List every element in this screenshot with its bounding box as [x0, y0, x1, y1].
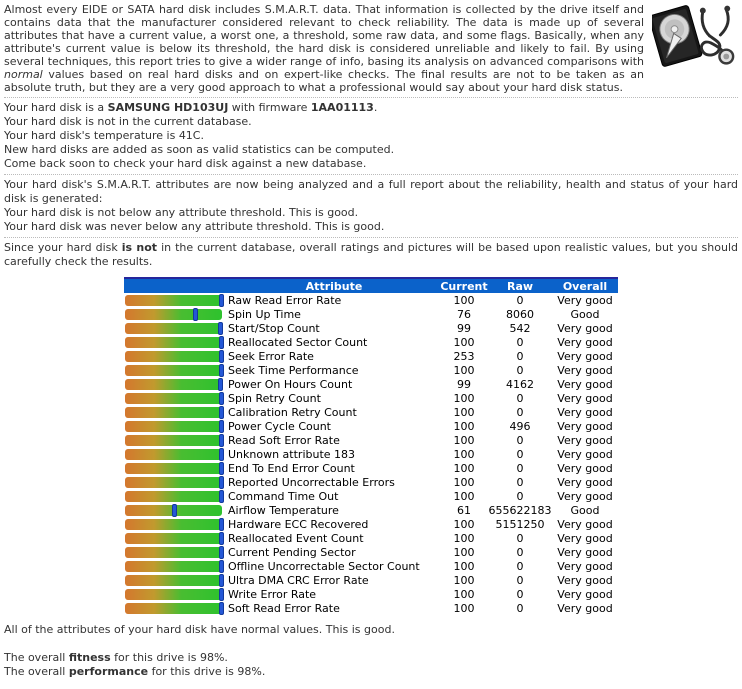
current-value-cell: 100 [453, 601, 475, 615]
attribute-name-cell: Read Soft Error Rate [228, 433, 340, 447]
current-value-cell: 99 [457, 321, 471, 335]
current-value-cell: 100 [453, 573, 475, 587]
bar-cell [124, 461, 228, 475]
bar-cell [124, 587, 228, 601]
attribute-bar-marker [219, 420, 224, 433]
new-disks-line: New hard disks are added as soon as valid statistics can be computed. [4, 143, 395, 156]
attribute-health-bar [125, 603, 222, 614]
current-value-cell: 100 [453, 559, 475, 573]
attribute-health-bar [125, 491, 222, 502]
table-row [124, 461, 618, 475]
disk-model: SAMSUNG HD103UJ [107, 101, 229, 114]
raw-value-cell: 0 [516, 475, 524, 489]
raw-value-cell: 0 [516, 363, 524, 377]
attribute-health-bar [125, 351, 222, 362]
table-row [124, 517, 618, 531]
attribute-health-bar [125, 533, 222, 544]
fitness-pre: The overall [4, 651, 69, 664]
table-row [124, 587, 618, 601]
fitness-word: fitness [68, 651, 111, 664]
current-value-cell: 61 [457, 503, 471, 517]
intro-italic-word: normal [4, 68, 43, 81]
attribute-name-cell: Spin Retry Count [228, 391, 321, 405]
attribute-bar-marker [219, 588, 224, 601]
raw-value-cell: 0 [516, 601, 524, 615]
attribute-column-header: Attribute [228, 278, 440, 293]
attribute-health-bar [125, 505, 222, 516]
raw-value-cell: 0 [516, 335, 524, 349]
attribute-bar-marker [219, 574, 224, 587]
current-value-cell: 100 [453, 447, 475, 461]
bar-cell [124, 601, 228, 615]
performance-post: for this drive is 98%. [148, 665, 266, 678]
bar-cell [124, 517, 228, 531]
overall-rating-cell: Very good [557, 517, 613, 531]
table-row [124, 475, 618, 489]
attribute-name-cell: Calibration Retry Count [228, 405, 357, 419]
disk-model-line-mid: with firmware [228, 101, 311, 114]
raw-value-cell: 0 [516, 573, 524, 587]
attribute-name-cell: Command Time Out [228, 489, 339, 503]
attribute-bar-marker [219, 336, 224, 349]
table-row [124, 503, 618, 517]
database-note-post: in the current database, overall ratings and pictures will be based upon realistic values, but you should carefully check the results. [4, 241, 738, 268]
table-row [124, 601, 618, 615]
performance-word: performance [68, 665, 149, 678]
overall-rating-cell: Very good [557, 377, 613, 391]
raw-value-cell: 0 [516, 433, 524, 447]
attribute-health-bar [125, 337, 222, 348]
dotted-separator [4, 97, 738, 98]
attribute-bar-marker [172, 504, 177, 517]
come-back-line: Come back soon to check your hard disk against a new database. [4, 157, 367, 170]
attribute-health-bar [125, 379, 222, 390]
overall-rating-cell: Very good [557, 293, 613, 307]
attribute-name-cell: Current Pending Sector [228, 545, 356, 559]
overall-rating-cell: Very good [557, 349, 613, 363]
current-value-cell: 100 [453, 335, 475, 349]
fitness-post: for this drive is 98%. [110, 651, 228, 664]
overall-column-header: Overall [552, 278, 618, 293]
attribute-name-cell: Soft Read Error Rate [228, 601, 340, 615]
bar-cell [124, 307, 228, 321]
current-value-cell: 253 [453, 349, 475, 363]
attribute-health-bar [125, 519, 222, 530]
performance-line [4, 665, 738, 679]
table-row [124, 293, 618, 307]
disk-model-line-pre: Your hard disk is a [4, 101, 108, 114]
raw-value-cell: 496 [509, 419, 531, 433]
attribute-bar-marker [219, 406, 224, 419]
smart-table-header [124, 278, 618, 293]
intro-text-end: values based on real hard disks and on expert-like checks. The final results are not to be taken as an absolute truth, but they are a very good approach to what a professional would say about your hard disk status. [4, 68, 644, 94]
intro-paragraph [4, 3, 738, 94]
overall-rating-cell: Very good [557, 587, 613, 601]
current-value-cell: 76 [457, 307, 471, 321]
attribute-health-bar [125, 463, 222, 474]
bar-cell [124, 349, 228, 363]
overall-rating-cell: Very good [557, 447, 613, 461]
raw-value-cell: 655622183 [488, 503, 552, 517]
bar-cell [124, 293, 228, 307]
table-row [124, 489, 618, 503]
attribute-bar-marker [219, 532, 224, 545]
smart-attributes-table [124, 277, 618, 615]
performance-pre: The overall [4, 665, 69, 678]
attribute-health-bar [125, 295, 222, 306]
attribute-bar-marker [219, 476, 224, 489]
attribute-bar-marker [219, 448, 224, 461]
attribute-bar-marker [219, 490, 224, 503]
raw-value-cell: 0 [516, 447, 524, 461]
attribute-health-bar [125, 421, 222, 432]
attribute-name-cell: Power Cycle Count [228, 419, 331, 433]
attribute-name-cell: Unknown attribute 183 [228, 447, 356, 461]
attribute-health-bar [125, 393, 222, 404]
bar-cell [124, 531, 228, 545]
overall-rating-cell: Very good [557, 573, 613, 587]
attribute-health-bar [125, 365, 222, 376]
attribute-health-bar [125, 449, 222, 460]
intro-text: Almost every EIDE or SATA hard disk includes S.M.A.R.T. data. That information is collected by the drive itself and contains data that the manufacturer considered relevant to check reliability. The data is made up of several attributes that have a current value, a worst one, a threshold, some raw data, and some flags. Basically, when any attribute's current value is below its threshold, the hard disk is considered unreliable and likely to fail. By using several techniques, this report tries to give a wider range of info, basing its analysis on advanced comparisons with [4, 3, 644, 68]
overall-rating-cell: Very good [557, 363, 613, 377]
attribute-health-bar [125, 323, 222, 334]
smart-table-body [124, 293, 618, 615]
current-value-cell: 100 [453, 363, 475, 377]
table-row [124, 349, 618, 363]
raw-value-cell: 542 [509, 321, 531, 335]
bar-cell [124, 573, 228, 587]
table-row [124, 545, 618, 559]
overall-rating-cell: Very good [557, 335, 613, 349]
current-value-cell: 100 [453, 489, 475, 503]
attribute-name-cell: Seek Time Performance [228, 363, 359, 377]
bar-cell [124, 475, 228, 489]
current-value-cell: 100 [453, 545, 475, 559]
attribute-health-bar [125, 547, 222, 558]
attribute-name-cell: Ultra DMA CRC Error Rate [228, 573, 369, 587]
attribute-name-cell: Power On Hours Count [228, 377, 353, 391]
bar-cell [124, 447, 228, 461]
current-value-cell: 100 [453, 461, 475, 475]
table-row [124, 531, 618, 545]
raw-value-cell: 4162 [506, 377, 534, 391]
attribute-bar-marker [219, 546, 224, 559]
dotted-separator [4, 174, 738, 175]
attribute-bar-marker [218, 322, 223, 335]
raw-value-cell: 0 [516, 293, 524, 307]
attribute-bar-marker [219, 350, 224, 363]
raw-value-cell: 0 [516, 489, 524, 503]
current-value-cell: 100 [453, 419, 475, 433]
raw-value-cell: 5151250 [495, 517, 545, 531]
attribute-health-bar [125, 407, 222, 418]
attribute-bar-marker [218, 378, 223, 391]
current-value-cell: 100 [453, 433, 475, 447]
table-row [124, 321, 618, 335]
attribute-health-bar [125, 477, 222, 488]
threshold-status-line: Your hard disk is not below any attribute threshold. This is good. [4, 206, 359, 219]
overall-rating-cell: Very good [557, 489, 613, 503]
disk-firmware: 1AA01113 [310, 101, 374, 114]
attribute-bar-marker [219, 392, 224, 405]
bar-cell [124, 545, 228, 559]
current-column-header: Current [440, 279, 488, 293]
database-status-line: Your hard disk is not in the current database. [4, 115, 252, 128]
attribute-name-cell: End To End Error Count [228, 461, 355, 475]
attribute-name-cell: Seek Error Rate [228, 349, 314, 363]
raw-value-cell: 0 [516, 587, 524, 601]
analysis-block [4, 178, 738, 234]
bar-cell [124, 489, 228, 503]
attribute-name-cell: Hardware ECC Recovered [228, 517, 369, 531]
table-row [124, 405, 618, 419]
raw-column-header: Raw [488, 278, 552, 293]
attribute-bar-marker [219, 294, 224, 307]
table-row [124, 559, 618, 573]
normal-values-line: All of the attributes of your hard disk have normal values. This is good. [4, 623, 395, 636]
overall-rating-cell: Very good [557, 545, 613, 559]
overall-rating-cell: Very good [557, 461, 613, 475]
overall-rating-cell: Very good [557, 419, 613, 433]
attribute-name-cell: Raw Read Error Rate [228, 293, 342, 307]
current-value-cell: 100 [453, 475, 475, 489]
current-value-cell: 100 [453, 587, 475, 601]
table-row [124, 363, 618, 377]
database-note-bold: is not [121, 241, 158, 254]
fitness-line [4, 651, 738, 665]
attribute-name-cell: Spin Up Time [228, 307, 301, 321]
attribute-health-bar [125, 435, 222, 446]
bar-cell [124, 321, 228, 335]
overall-rating-cell: Very good [557, 475, 613, 489]
raw-value-cell: 0 [516, 559, 524, 573]
attribute-name-cell: Reallocated Sector Count [228, 335, 368, 349]
bar-cell [124, 405, 228, 419]
bar-column-header [124, 278, 228, 293]
table-row [124, 433, 618, 447]
current-value-cell: 99 [457, 377, 471, 391]
bar-cell [124, 503, 228, 517]
current-value-cell: 100 [453, 531, 475, 545]
current-value-cell: 100 [453, 391, 475, 405]
raw-value-cell: 0 [516, 349, 524, 363]
raw-value-cell: 0 [516, 531, 524, 545]
overall-rating-cell: Very good [557, 433, 613, 447]
overall-rating-cell: Good [570, 503, 600, 517]
attribute-bar-marker [219, 602, 224, 615]
database-note-line [4, 241, 738, 269]
attribute-bar-marker [219, 462, 224, 475]
current-value-cell: 100 [453, 517, 475, 531]
attribute-bar-marker [219, 518, 224, 531]
disk-info-block [4, 101, 738, 171]
attribute-bar-marker [193, 308, 198, 321]
raw-value-cell: 0 [516, 461, 524, 475]
database-note-pre: Since your hard disk [4, 241, 122, 254]
overall-rating-cell: Very good [557, 321, 613, 335]
raw-value-cell: 0 [516, 405, 524, 419]
raw-value-cell: 8060 [506, 307, 534, 321]
overall-rating-cell: Very good [557, 531, 613, 545]
table-row [124, 391, 618, 405]
table-row [124, 447, 618, 461]
table-row [124, 419, 618, 433]
attribute-health-bar [125, 589, 222, 600]
raw-value-cell: 0 [516, 545, 524, 559]
overall-rating-cell: Good [570, 307, 600, 321]
attribute-health-bar [125, 309, 222, 320]
current-value-cell: 100 [453, 405, 475, 419]
threshold-history-line: Your hard disk was never below any attribute threshold. This is good. [4, 220, 385, 233]
database-note-block [4, 241, 738, 269]
bar-cell [124, 559, 228, 573]
attribute-name-cell: Reallocated Event Count [228, 531, 364, 545]
overall-rating-cell: Very good [557, 391, 613, 405]
raw-value-cell: 0 [516, 391, 524, 405]
hdd-stethoscope-icon [652, 3, 738, 67]
attribute-name-cell: Reported Uncorrectable Errors [228, 475, 395, 489]
attribute-bar-marker [219, 560, 224, 573]
attribute-bar-marker [219, 434, 224, 447]
current-value-cell: 100 [453, 293, 475, 307]
bar-cell [124, 419, 228, 433]
attribute-name-cell: Write Error Rate [228, 587, 317, 601]
analysis-intro-line: Your hard disk's S.M.A.R.T. attributes are now being analyzed and a full report about the reliability, health and status of your hard disk is generated: [4, 178, 738, 205]
disk-model-line [4, 101, 738, 115]
table-row [124, 307, 618, 321]
disk-model-line-post: . [373, 101, 378, 114]
attribute-bar-marker [219, 364, 224, 377]
overall-rating-cell: Very good [557, 601, 613, 615]
attribute-name-cell: Airflow Temperature [228, 503, 339, 517]
table-row [124, 335, 618, 349]
attribute-name-cell: Start/Stop Count [228, 321, 320, 335]
bar-cell [124, 391, 228, 405]
attribute-name-cell: Offline Uncorrectable Sector Count [228, 559, 420, 573]
bar-cell [124, 377, 228, 391]
bar-cell [124, 335, 228, 349]
dotted-separator [4, 237, 738, 238]
attribute-health-bar [125, 561, 222, 572]
table-row [124, 573, 618, 587]
table-row [124, 377, 618, 391]
bar-cell [124, 433, 228, 447]
overall-rating-cell: Very good [557, 559, 613, 573]
overall-rating-cell: Very good [557, 405, 613, 419]
attribute-health-bar [125, 575, 222, 586]
bar-cell [124, 363, 228, 377]
temperature-line: Your hard disk's temperature is 41C. [4, 129, 204, 142]
